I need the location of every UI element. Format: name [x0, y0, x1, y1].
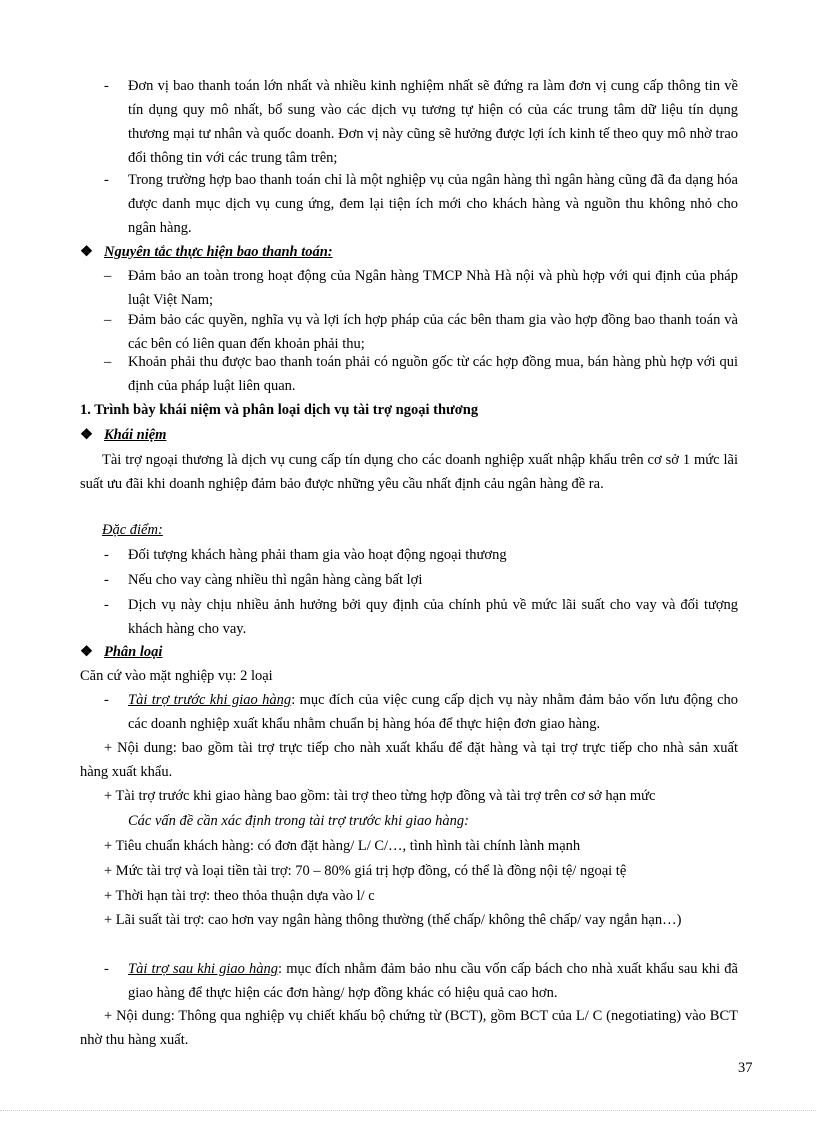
dash-marker: –: [104, 268, 112, 284]
concept-paragraph: Tài trợ ngoại thương là dịch vụ cung cấp tín dụng cho các doanh nghiệp xuất nhập khẩu trên cơ sở 1 mức lãi suất ưu đãi khi doanh nghiệp đảm bảo được những yêu cầu nhất định cảu ngân hàng đề ra.: [80, 452, 738, 492]
principle-item: [80, 308, 738, 356]
dash-marker: -: [104, 597, 109, 613]
issue-item: + Lãi suất tài trợ: cao hơn vay ngân hàng thông thường (thế chấp/ không thê chấp/ vay ngắn hạn…): [104, 912, 682, 928]
section-heading: [80, 240, 333, 264]
paragraph-bullet: [80, 168, 738, 240]
diamond-bullet-icon: ❖: [80, 244, 93, 260]
types-line: + Tài trợ trước khi giao hàng bao gồm: tài trợ theo từng hợp đồng và tài trợ trên cơ sở hạn mức: [104, 788, 656, 804]
issue-item: + Mức tài trợ và loại tiền tài trợ: 70 – 80% giá trị hợp đồng, có thể là đồng nội tệ/ ngoại tệ: [104, 863, 627, 879]
section-title: 1. Trình bày khái niệm và phân loại dịch vụ tài trợ ngoại thương: [80, 402, 479, 418]
principle-text: Khoản phải thu được bao thanh toán phải có nguồn gốc từ các hợp đồng mua, bán hàng phù hợp với qui định của pháp luật liên quan.: [128, 354, 738, 394]
dash-marker: –: [104, 312, 112, 328]
type-description: : mục đích nhằm đảm bảo nhu cầu vốn cấp bách cho nhà xuất khẩu sau khi đã giao hàng để thực hiện các đơn hàng/ hợp đồng khác có hiệu quả cao hơn.: [128, 961, 738, 1001]
principle-item: [80, 264, 738, 312]
issue-item: + Tiêu chuẩn khách hàng: có đơn đặt hàng/ L/ C/…, tình hình tài chính lành mạnh: [104, 838, 581, 854]
type-item: [80, 957, 738, 1005]
section-heading: [80, 423, 166, 447]
dash-marker: -: [104, 78, 109, 94]
type-item: [80, 688, 738, 736]
basis-text: Căn cứ vào mặt nghiệp vụ: 2 loại: [80, 668, 273, 684]
issue-item: + Thời hạn tài trợ: theo thỏa thuận dựa vào l/ c: [104, 888, 375, 904]
features-label: Đặc điểm:: [102, 522, 163, 538]
paragraph-bullet: [80, 74, 738, 170]
dash-marker: -: [104, 961, 109, 977]
dash-marker: -: [104, 172, 109, 188]
heading-text: Nguyên tắc thực hiện bao thanh toán:: [104, 244, 333, 260]
type-text: [80, 957, 738, 1005]
dash-marker: -: [104, 692, 109, 708]
feature-text: Dịch vụ này chịu nhiều ảnh hưởng bởi quy định của chính phủ về mức lãi suất cho vay và đối tượng khách hàng cho vay.: [128, 597, 738, 637]
diamond-bullet-icon: ❖: [80, 427, 93, 443]
content-paragraph: + Nội dung: bao gồm tài trợ trực tiếp cho nàh xuất khẩu để đặt hàng và tại trợ trực tiếp cho nhà sản xuất hàng xuất khẩu.: [80, 740, 738, 780]
heading-text: Khái niệm: [104, 427, 167, 443]
principle-item: [80, 350, 738, 398]
type-description: : mục đích của việc cung cấp dịch vụ này nhằm đảm bảo vốn lưu động cho các doanh nghiệp xuất khẩu nhằm chuẩn bị hàng hóa để thực hiện đơn giao hàng.: [128, 692, 739, 732]
page-divider: [0, 1110, 816, 1111]
type-text: [80, 688, 738, 736]
issues-heading: Các vấn đề cần xác định trong tài trợ trước khi giao hàng:: [128, 813, 469, 829]
type-title: Tài trợ sau khi giao hàng: [128, 961, 279, 977]
paragraph-text: Trong trường hợp bao thanh toán chỉ là một nghiệp vụ của ngân hàng thì ngân hàng cũng đã đa dạng hóa được danh mục dịch vụ cung ứng, đem lại tiện ích mới cho khách hàng và nguồn thu không nhỏ cho ngân hàng.: [128, 172, 738, 236]
principle-text: Đảm bảo các quyền, nghĩa vụ và lợi ích hợp pháp của các bên tham gia vào hợp đồng bao thanh toán và các bên có liên quan đến khoản phải thu;: [128, 312, 738, 352]
dash-marker: -: [104, 572, 109, 588]
content-paragraph: + Nội dung: Thông qua nghiệp vụ chiết khấu bộ chứng từ (BCT), gồm BCT của L/ C (negotiating) vào BCT nhờ thu hàng xuất.: [80, 1008, 738, 1048]
feature-item: [80, 543, 738, 567]
feature-text: Nếu cho vay càng nhiều thì ngân hàng càng bất lợi: [128, 572, 423, 588]
dash-marker: -: [104, 547, 109, 563]
principle-text: Đảm bảo an toàn trong hoạt động của Ngân hàng TMCP Nhà Hà nội và phù hợp với qui định của pháp luật Việt Nam;: [128, 268, 738, 308]
diamond-bullet-icon: ❖: [80, 644, 93, 660]
page-number: 37: [738, 1060, 753, 1076]
section-heading: [80, 640, 162, 664]
paragraph-text: Đơn vị bao thanh toán lớn nhất và nhiều kinh nghiệm nhất sẽ đứng ra làm đơn vị cung cấp thông tin về tín dụng quy mô nhất, bổ sung vào các dịch vụ tương tự hiện có của các trung tâm dữ liệu tín dụng thương mại tư nhân và quốc doanh. Đơn vị này cũng sẽ hưởng được lợi ích kinh tế theo quy mô nhờ trao đổi thông tin với các trung tâm trên;: [128, 78, 738, 166]
feature-text: Đối tượng khách hàng phải tham gia vào hoạt động ngoại thương: [128, 547, 507, 563]
feature-item: [80, 593, 738, 641]
heading-text: Phân loại: [104, 644, 163, 660]
type-title: Tài trợ trước khi giao hàng: [128, 692, 292, 708]
feature-item: [80, 568, 738, 592]
dash-marker: –: [104, 354, 112, 370]
